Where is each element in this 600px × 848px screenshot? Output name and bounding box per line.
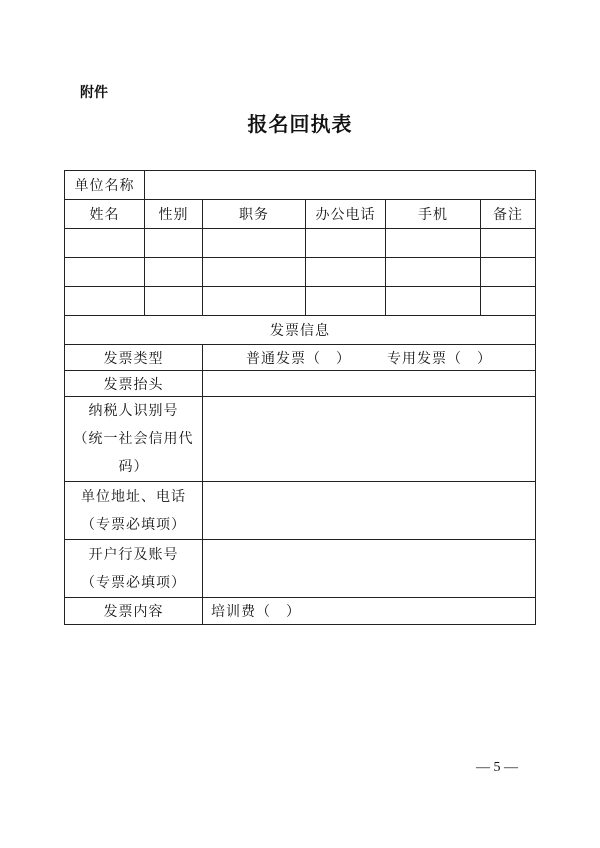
col-office-phone-header: 办公电话 xyxy=(306,200,386,229)
bank-account-label xyxy=(65,540,203,598)
attendee-office-phone-cell[interactable] xyxy=(306,258,386,287)
unit-name-label: 单位名称 xyxy=(65,171,145,200)
bank-account-label-line2: （专票必填项） xyxy=(81,574,186,591)
attendee-name-cell[interactable] xyxy=(65,258,145,287)
unit-address-label-line1: 单位地址、电话 xyxy=(81,488,186,505)
invoice-header-label: 发票抬头 xyxy=(65,371,203,397)
attendee-name-cell[interactable] xyxy=(65,229,145,258)
invoice-content-label: 发票内容 xyxy=(65,598,203,625)
taxpayer-id-field[interactable] xyxy=(203,397,536,482)
invoice-content-row xyxy=(65,598,536,625)
attendee-remark-cell[interactable] xyxy=(481,287,536,316)
unit-name-field[interactable] xyxy=(145,171,536,200)
attendee-gender-cell[interactable] xyxy=(145,258,203,287)
attendee-gender-cell[interactable] xyxy=(145,287,203,316)
invoice-header-field[interactable] xyxy=(203,371,536,397)
attendee-gender-cell[interactable] xyxy=(145,229,203,258)
col-name-header: 姓名 xyxy=(65,200,145,229)
bank-account-row xyxy=(65,540,536,598)
invoice-section-title: 发票信息 xyxy=(65,316,536,345)
bank-account-label-line1: 开户行及账号 xyxy=(88,546,179,563)
invoice-section-row xyxy=(65,316,536,345)
page-title: 报名回执表 xyxy=(247,112,353,136)
unit-address-field[interactable] xyxy=(203,482,536,540)
attendee-mobile-cell[interactable] xyxy=(386,287,481,316)
col-remark-header: 备注 xyxy=(481,200,536,229)
attachment-label: 附件 xyxy=(80,85,108,101)
attendee-position-cell[interactable] xyxy=(203,287,306,316)
attendee-remark-cell[interactable] xyxy=(481,258,536,287)
attendee-office-phone-cell[interactable] xyxy=(306,287,386,316)
unit-address-label-line2: （专票必填项） xyxy=(81,516,186,533)
invoice-type-label: 发票类型 xyxy=(65,345,203,371)
invoice-header-row xyxy=(65,371,536,397)
registration-form-table xyxy=(64,170,536,625)
attendee-remark-cell[interactable] xyxy=(481,229,536,258)
taxpayer-id-label-line1: 纳税人识别号 xyxy=(88,403,179,419)
invoice-type-options xyxy=(203,345,536,371)
attendee-row xyxy=(65,258,536,287)
attendee-mobile-cell[interactable] xyxy=(386,258,481,287)
taxpayer-id-row xyxy=(65,397,536,482)
bank-account-field[interactable] xyxy=(203,540,536,598)
attendee-row xyxy=(65,229,536,258)
attendee-position-cell[interactable] xyxy=(203,229,306,258)
attendee-mobile-cell[interactable] xyxy=(386,229,481,258)
invoice-type-row xyxy=(65,345,536,371)
attendee-office-phone-cell[interactable] xyxy=(306,229,386,258)
invoice-content-value[interactable]: 培训费（ ） xyxy=(203,598,536,625)
col-mobile-header: 手机 xyxy=(386,200,481,229)
unit-address-row xyxy=(65,482,536,540)
col-gender-header: 性别 xyxy=(145,200,203,229)
unit-name-row xyxy=(65,171,536,200)
invoice-type-special-option[interactable]: 专用发票（ ） xyxy=(387,350,493,367)
col-position-header: 职务 xyxy=(203,200,306,229)
attendee-position-cell[interactable] xyxy=(203,258,306,287)
taxpayer-id-label-line2: （统一社会信用代码） xyxy=(73,431,194,475)
attendee-name-cell[interactable] xyxy=(65,287,145,316)
column-header-row xyxy=(65,200,536,229)
taxpayer-id-label xyxy=(65,397,203,482)
invoice-type-regular-option[interactable]: 普通发票（ ） xyxy=(246,350,352,367)
attendee-row xyxy=(65,287,536,316)
unit-address-label xyxy=(65,482,203,540)
page-number: — 5 — xyxy=(476,760,518,775)
